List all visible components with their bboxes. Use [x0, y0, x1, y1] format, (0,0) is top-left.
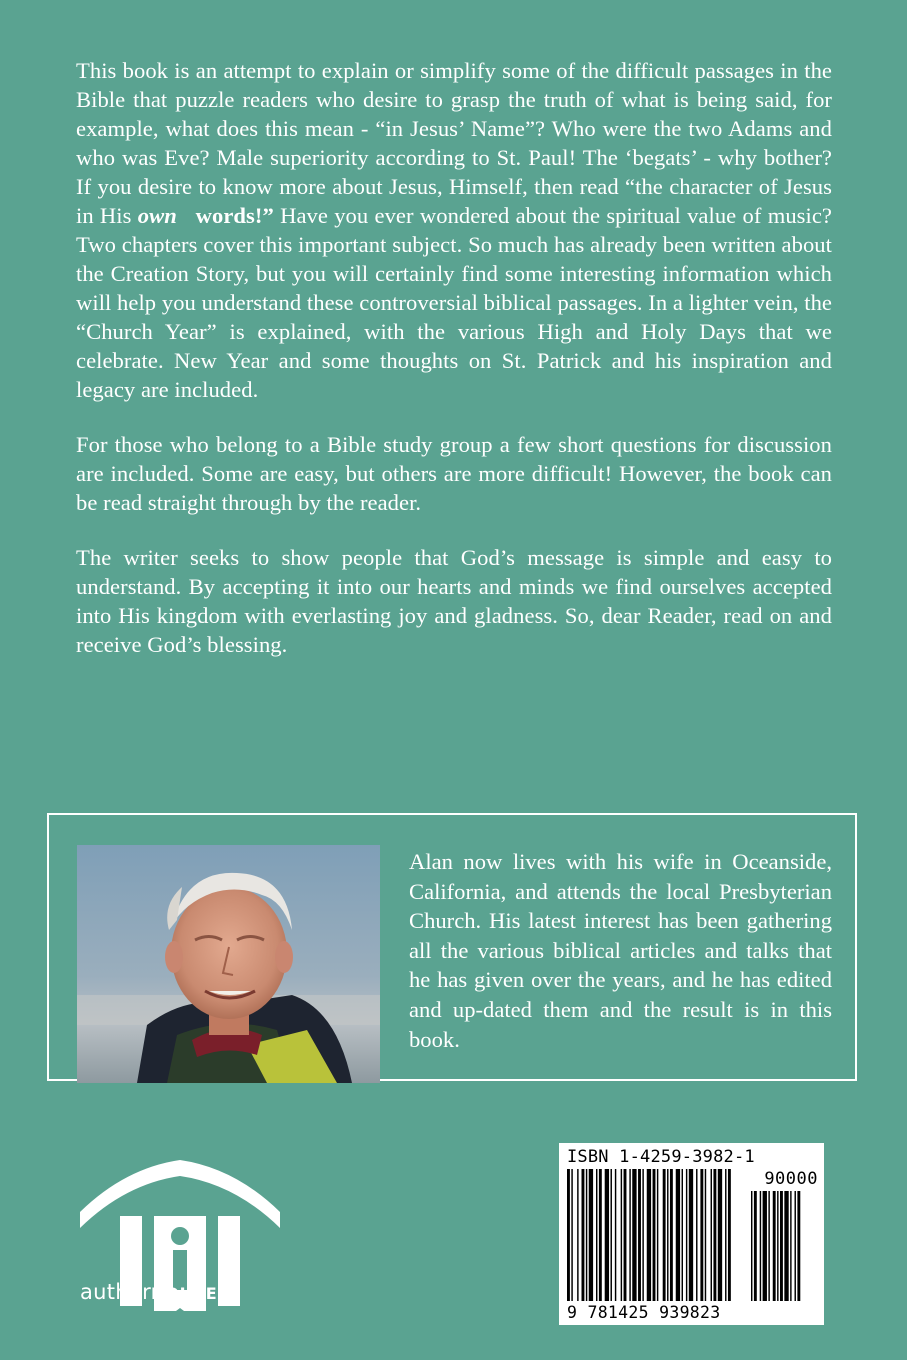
barcode-bar: [596, 1169, 597, 1301]
barcode-bar: [571, 1169, 572, 1301]
blurb-p1-text-a: This book is an attempt to explain or simplify some of the difficult passages in the Bible that puzzle readers who desire to grasp the truth of what is being said, for example, what does this mean - “in Jesus’ Name”? Who were the two Adams and who was Eve? Male superiority according to St. Paul! The ‘begats’ - why bother? If you desire to know more about Jesus, Himself, then read “the character of Jesus in His: [76, 58, 832, 228]
barcode-bar: [663, 1169, 666, 1301]
barcode-bar: [670, 1169, 673, 1301]
barcode-addon-bar: [784, 1191, 788, 1301]
barcode-bar: [705, 1169, 706, 1301]
barcode-bar: [653, 1169, 656, 1301]
barcode-bar: [667, 1169, 668, 1301]
barcode-bar: [567, 1169, 570, 1301]
publisher-name-upper: HOUSE: [151, 1284, 218, 1303]
barcode-bar: [696, 1169, 697, 1301]
isbn-label: ISBN 1-4259-3982-1: [567, 1147, 755, 1167]
barcode-addon-bar: [768, 1191, 769, 1301]
barcode-bar: [589, 1169, 593, 1301]
publisher-name: [80, 1280, 229, 1304]
barcode-bar: [599, 1169, 602, 1301]
barcode-bars: [567, 1169, 817, 1301]
barcode-bar: [624, 1169, 627, 1301]
barcode-bar: [611, 1169, 612, 1301]
publisher-name-lower: author: [80, 1280, 152, 1304]
barcode-bar: [725, 1169, 726, 1301]
blurb-emphasis-own: own: [137, 203, 177, 228]
barcode-bar: [577, 1169, 578, 1301]
barcode-bar: [586, 1169, 587, 1301]
barcode-bar: [689, 1169, 693, 1301]
barcode-bar: [647, 1169, 651, 1301]
barcode-bar: [686, 1169, 687, 1301]
registered-mark: ®: [217, 1281, 229, 1294]
barcode-addon-bar: [763, 1191, 767, 1301]
blurb-p1-text-b: Have you ever wondered about the spiritual value of music? Two chapters cover this important subject. So much has already been written about the Creation Story, but you will certainly find some interesting information which will help you understand these controversial biblical passages. In a lighter vein, the “Church Year” is explained, with the various High and Holy Days that we celebrate. New Year and some thoughts on St. Patrick and his inspiration and legacy are included.: [76, 203, 833, 402]
barcode-bar: [713, 1169, 716, 1301]
author-bio-text: Alan now lives with his wife in Oceanside, California, and attends the local Presbyterian Church. His latest interest has been gathering all the various biblical articles and talks that he has given over the years, and he has edited and up-dated them and the result is in this book.: [409, 849, 832, 1052]
price-code: 90000: [764, 1169, 818, 1189]
barcode-bar: [638, 1169, 641, 1301]
barcode-bar: [629, 1169, 630, 1301]
barcode-addon-bar: [797, 1191, 800, 1301]
barcode-bar: [657, 1169, 658, 1301]
barcode-bar: [632, 1169, 636, 1301]
barcode-addon-bar: [754, 1191, 757, 1301]
barcode-addon-bar: [777, 1191, 778, 1301]
barcode-bar: [700, 1169, 703, 1301]
barcode-bar: [682, 1169, 683, 1301]
blurb-emphasis-words: words!”: [195, 203, 274, 228]
barcode-bar: [728, 1169, 731, 1301]
barcode-addon-bar: [795, 1191, 796, 1301]
barcode-addon-bar: [773, 1191, 776, 1301]
barcode-addon-bar: [751, 1191, 752, 1301]
author-photo: [77, 845, 380, 1083]
barcode-bar: [718, 1169, 722, 1301]
isbn-barcode: [559, 1143, 824, 1325]
barcode-addon-bar: [790, 1191, 791, 1301]
barcode-bar: [582, 1169, 585, 1301]
blurb-paragraph-2: For those who belong to a Bible study group a few short questions for discussion are included. Some are easy, but others are more difficult! However, the book can be read straight through by the reader.: [76, 432, 832, 515]
back-cover-blurb: [76, 56, 832, 685]
author-bio-box: [47, 813, 857, 1081]
barcode-bar: [615, 1169, 616, 1301]
blurb-paragraph-3: The writer seeks to show people that God’s message is simple and easy to understand. By accepting it into our hearts and minds we find ourselves accepted into His kingdom with everlasting joy and gladness. So, dear Reader, read on and receive God’s blessing.: [76, 545, 832, 657]
barcode-bar: [642, 1169, 643, 1301]
ean-digits: 9 781425 939823: [567, 1303, 721, 1322]
barcode-bar: [711, 1169, 712, 1301]
barcode-addon-bar: [780, 1191, 783, 1301]
barcode-addon-bar: [760, 1191, 761, 1301]
barcode-bar: [605, 1169, 609, 1301]
barcode-bar: [676, 1169, 680, 1301]
blurb-paragraph-1: [76, 56, 832, 404]
barcode-bar: [621, 1169, 622, 1301]
